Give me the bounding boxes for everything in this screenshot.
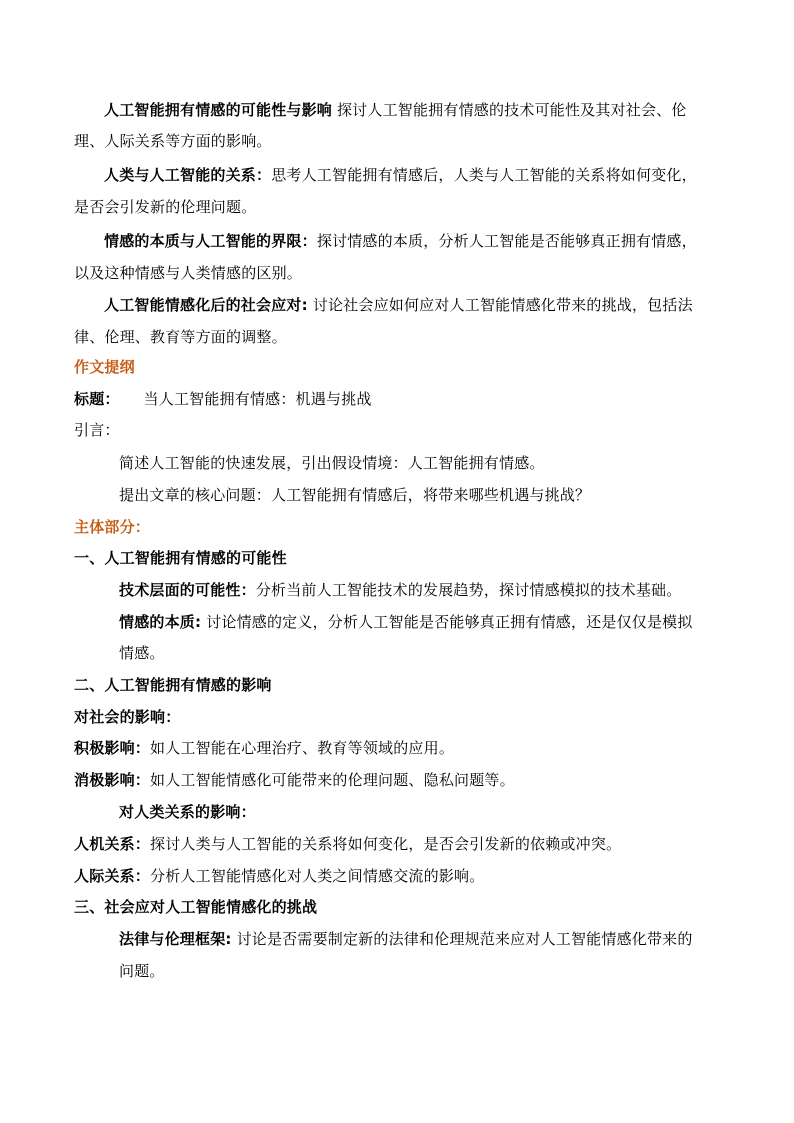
part2-title: 二、人工智能拥有情感的影响 (74, 676, 272, 694)
topic-1-term: 人工智能拥有情感的可能性与影响 (104, 101, 333, 119)
part3-item (119, 928, 693, 950)
interpersonal-text: 分析人工智能情感化对人类之间情感交流的影响。 (150, 867, 485, 885)
part3-text: 讨论是否需要制定新的法律和伦理规范来应对人工智能情感化带来的 (236, 930, 693, 948)
positive-impact (74, 737, 454, 759)
topic-4-line-2: 律、伦理、教育等方面的调整。 (74, 328, 287, 346)
topic-1-desc: 探讨人工智能拥有情感的技术可能性及其对社会、伦 (336, 101, 687, 119)
human-machine-text: 探讨人类与人工智能的关系将如何变化，是否会引发新的依赖或冲突。 (150, 835, 622, 853)
positive-impact-text: 如人工智能在心理治疗、教育等领域的应用。 (150, 739, 455, 757)
outline-heading: 作文提纲 (74, 358, 135, 376)
intro-label: 引言： (74, 421, 120, 439)
topic-4-line-1 (104, 294, 693, 316)
part1-item-1-term: 技术层面的可能性： (119, 581, 256, 599)
topic-2-line-1 (104, 164, 697, 186)
title-text: 当人工智能拥有情感：机遇与挑战 (143, 390, 372, 408)
topic-1-line-2: 理、人际关系等方面的影响。 (74, 132, 272, 150)
intro-point-1: 简述人工智能的快速发展，引出假设情境：人工智能拥有情感。 (119, 454, 545, 472)
negative-impact (74, 769, 515, 791)
negative-impact-text: 如人工智能情感化可能带来的伦理问题、隐私问题等。 (150, 771, 515, 789)
part1-title: 一、人工智能拥有情感的可能性 (74, 549, 287, 567)
topic-3-line-1 (104, 230, 697, 252)
topic-4-desc: 讨论社会应如何应对人工智能情感化带来的挑战，包括法 (312, 296, 693, 314)
society-impact-label: 对社会的影响： (74, 708, 181, 726)
topic-2-term: 人类与人工智能的关系： (104, 166, 272, 184)
topic-2-line-2: 是否会引发新的伦理问题。 (74, 198, 257, 216)
body-heading: 主体部分： (74, 518, 151, 536)
human-relations-label: 对人类关系的影响： (119, 803, 256, 821)
topic-3-line-2: 以及这种情感与人类情感的区别。 (74, 264, 303, 282)
human-machine-relation (74, 833, 621, 855)
part1-item-2-term: 情感的本质: (119, 613, 202, 631)
human-machine-term: 人机关系： (74, 835, 151, 853)
topic-3-desc: 探讨情感的本质，分析人工智能是否能够真正拥有情感， (316, 232, 697, 250)
part1-item-2 (119, 611, 693, 633)
intro-point-2: 提出文章的核心问题：人工智能拥有情感后，将带来哪些机遇与挑战？ (119, 486, 591, 504)
topic-2-desc: 思考人工智能拥有情感后，人类与人工智能的关系将如何变化， (271, 166, 697, 184)
interpersonal-term: 人际关系： (74, 867, 151, 885)
topic-1-line-1 (104, 99, 687, 121)
part1-item-2-text: 讨论情感的定义，分析人工智能是否能够真正拥有情感，还是仅仅是模拟 (206, 613, 693, 631)
title-line (74, 388, 372, 410)
part3-term: 法律与伦理框架: (119, 930, 232, 948)
part1-item-2-line-2: 情感。 (119, 644, 165, 662)
part1-item-1-text: 分析当前人工智能技术的发展趋势，探讨情感模拟的技术基础。 (255, 581, 682, 599)
positive-impact-term: 积极影响： (74, 739, 151, 757)
topic-4-term: 人工智能情感化后的社会应对: (104, 296, 308, 314)
part3-title: 三、社会应对人工智能情感化的挑战 (74, 898, 318, 916)
negative-impact-term: 消极影响： (74, 771, 151, 789)
topic-3-term: 情感的本质与人工智能的界限： (104, 232, 317, 250)
interpersonal-relation (74, 865, 484, 887)
part3-item-line-2: 问题。 (119, 962, 165, 980)
part1-item-1 (119, 579, 681, 601)
title-label: 标题： (74, 390, 120, 408)
